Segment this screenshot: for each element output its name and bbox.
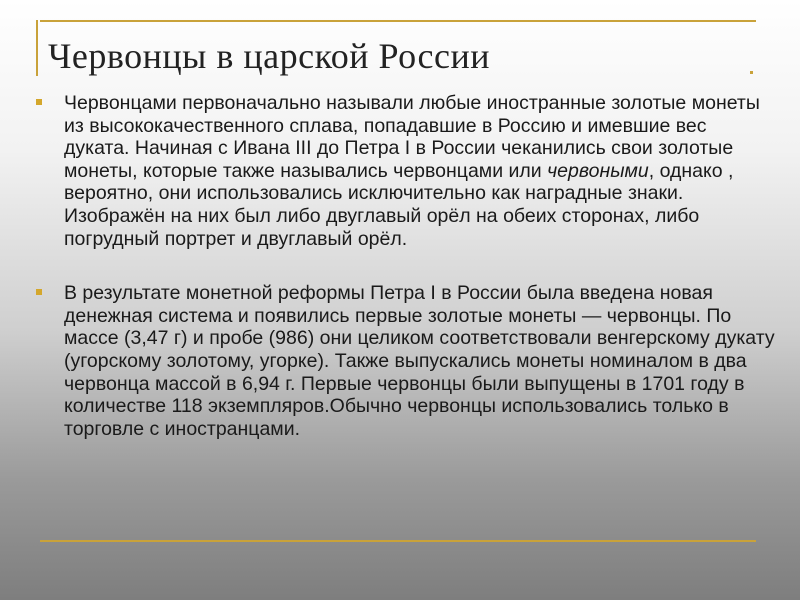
bullet-list	[36, 92, 776, 440]
bullet-item-2	[36, 282, 776, 440]
bullet-text-1-emphasis: червоными	[547, 159, 649, 182]
bullet-square-icon	[36, 289, 42, 295]
left-divider	[36, 20, 38, 76]
bottom-divider	[40, 540, 756, 542]
top-divider	[40, 20, 756, 22]
bullet-text-2: В результате монетной реформы Петра I в России была введена новая денежная система и появились первые золотые монеты — червонцы. По массе (3,47 г) и пробе (986) они целиком соответствовали венгерскому дукату (угорскому золотому, угорке). Также выпускались монеты номиналом в два червонца массой в 6,94 г. Первые червонцы были выпущены в 1701 году в количестве 118 экземпляров.Обычно червонцы использовались только в торговле с иностранцами.	[64, 282, 775, 440]
bullet-item-1	[36, 92, 776, 250]
accent-dot	[750, 71, 753, 74]
bullet-square-icon	[36, 99, 42, 105]
bullet-text-1-end: , однако , вероятно, они использовались исключительно как наградные знаки. Изображён на них был либо двуглавый орёл на обеих сторонах, либо погрудный портрет и двуглавый орёл.	[64, 159, 734, 250]
slide-title: Червонцы в царской России	[48, 36, 491, 76]
bullet-text-1-start: Червонцами первоначально называли любые иностранные золотые монеты из высококачественного сплава, попадавшие в Россию и имевшие вес дуката. Начиная с Ивана III до Петра I в России чеканились свои золотые монеты, которые также назывались червонцами или	[64, 92, 760, 182]
